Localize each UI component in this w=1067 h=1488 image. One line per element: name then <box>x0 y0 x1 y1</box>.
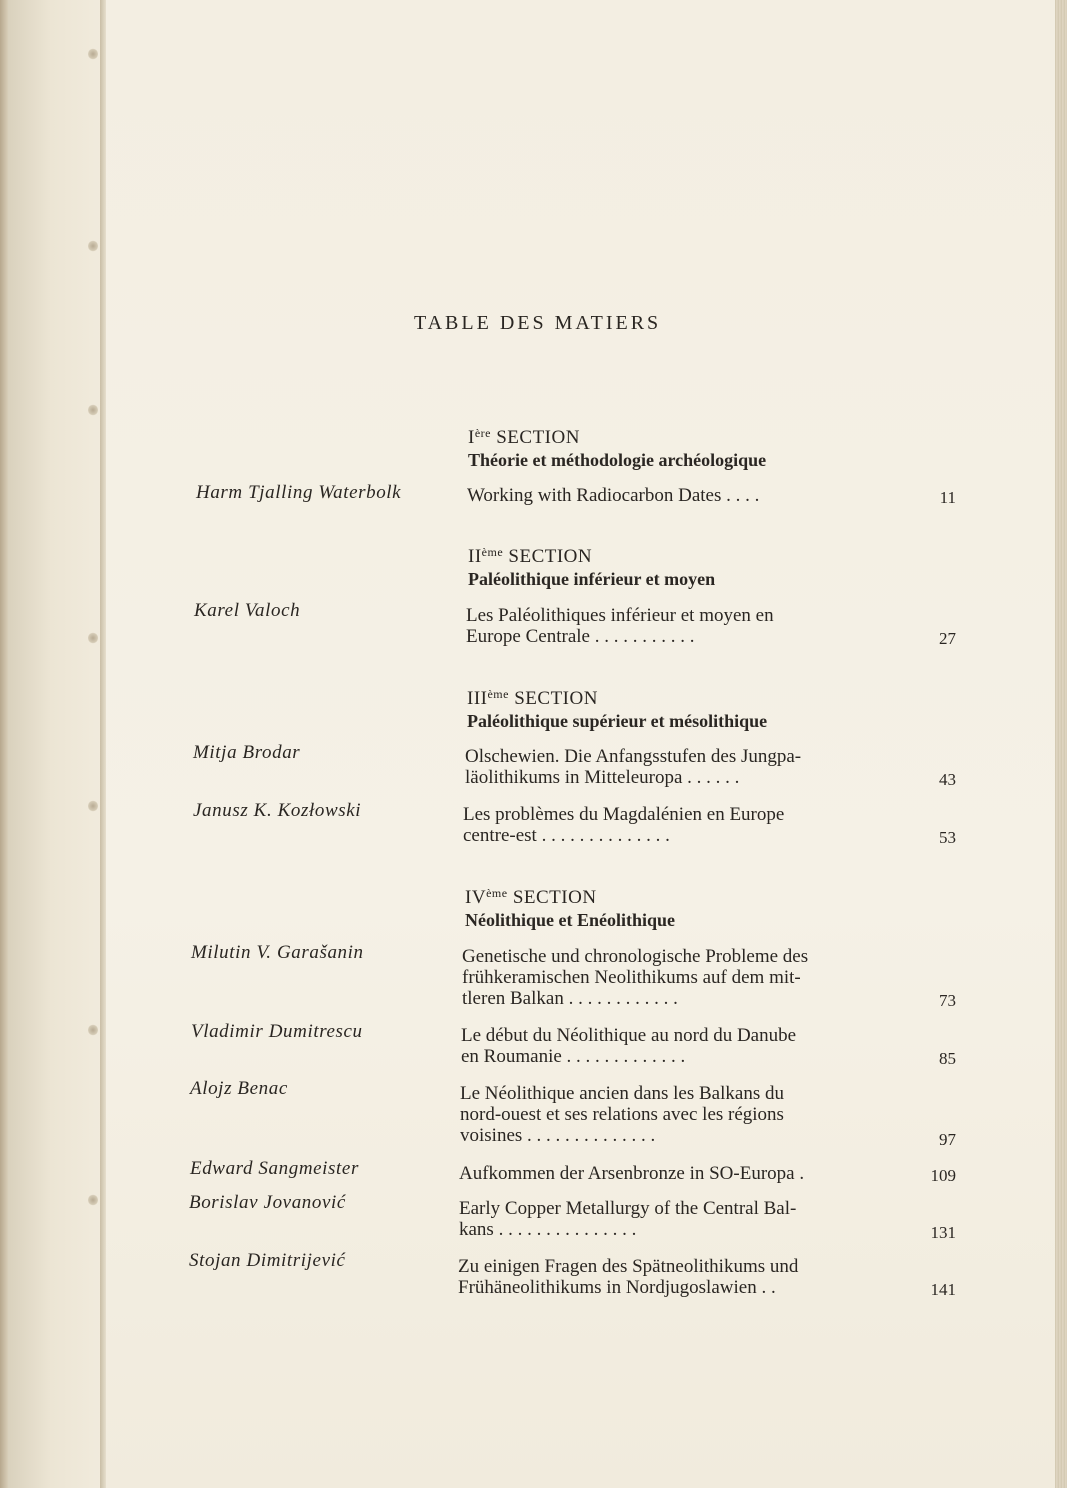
binding-stitch <box>88 1024 98 1036</box>
entry-title: Le début du Néolithique au nord du Danube en Roumanie . . . . . . . . . . . . . <box>461 1025 797 1067</box>
entry-page-number: 27 <box>939 629 956 648</box>
entry-author: Janusz K. Kozłowski <box>193 800 362 821</box>
entry-title: Le Néolithique ancien dans les Balkans du nord-ouest et ses relations avec les régions voisines . . . . . . . . . . . . . . <box>460 1083 784 1146</box>
entry-page-number: 73 <box>939 991 956 1010</box>
section-heading <box>465 886 965 931</box>
entry-author: Edward Sangmeister <box>190 1158 359 1179</box>
entry-author: Borislav Jovanović <box>189 1192 346 1213</box>
section-number: Ière SECTION <box>468 426 580 448</box>
entry-title: Working with Radiocarbon Dates . . . . <box>467 485 760 506</box>
entry-page-number: 109 <box>930 1166 956 1185</box>
entry-title: Zu einigen Fragen des Spätneolithikums und Frühäneolithikums in Nordjugoslawien . . <box>458 1256 799 1298</box>
section-number: IIIème SECTION <box>467 687 598 709</box>
page-stack-edge <box>1055 0 1067 1488</box>
left-page-margin <box>8 0 103 1488</box>
entry-author: Alojz Benac <box>190 1078 288 1099</box>
entry-title: Les problèmes du Magdalénien en Europe centre-est . . . . . . . . . . . . . . <box>463 804 785 846</box>
entry-page-number: 141 <box>930 1280 956 1299</box>
entry-page-number: 43 <box>939 770 956 789</box>
entry-author: Milutin V. Garašanin <box>191 942 364 963</box>
entry-page-number: 85 <box>939 1049 956 1068</box>
entry-page-number: 131 <box>930 1223 956 1242</box>
entry-title: Early Copper Metallurgy of the Central Bal- kans . . . . . . . . . . . . . . . <box>459 1198 797 1240</box>
section-subtitle: Paléolithique inférieur et moyen <box>468 569 716 589</box>
section-number: IIème SECTION <box>468 545 593 567</box>
section-number: IVème SECTION <box>465 886 597 908</box>
entry-author: Stojan Dimitrijević <box>189 1250 346 1271</box>
entry-page-number: 97 <box>939 1130 956 1149</box>
entry-title: Olschewien. Die Anfangsstufen des Jungpa- läolithikums in Mitteleuropa . . . . . . <box>465 746 802 788</box>
entry-page-number: 53 <box>939 828 956 847</box>
page-title: TABLE DES MATIERS <box>414 312 662 334</box>
section-subtitle: Néolithique et Enéolithique <box>465 910 676 930</box>
entry-author: Vladimir Dumitrescu <box>191 1021 363 1042</box>
binding-stitch <box>88 1194 98 1206</box>
entry-author: Karel Valoch <box>194 600 301 621</box>
entry-title: Aufkommen der Arsenbronze in SO-Europa . <box>459 1163 805 1184</box>
entry-title: Les Paléolithiques inférieur et moyen en Europe Centrale . . . . . . . . . . . <box>466 605 774 647</box>
entry-page-number: 11 <box>939 488 956 507</box>
section-subtitle: Théorie et méthodologie archéologique <box>468 450 767 470</box>
entry-title: Genetische und chronologische Probleme des frühkeramischen Neolithikums auf dem mit- tleren Balkan . . . . . . . . . . . . <box>462 946 809 1009</box>
binding-stitch <box>88 48 98 60</box>
binding-stitch <box>88 404 98 416</box>
binding-stitch <box>88 240 98 252</box>
entry-author: Harm Tjalling Waterbolk <box>196 482 402 503</box>
binding-stitch <box>88 800 98 812</box>
book-binding-edge <box>0 0 8 1488</box>
section-heading <box>468 545 968 590</box>
section-heading <box>467 687 967 732</box>
section-heading <box>468 426 968 471</box>
section-subtitle: Paléolithique supérieur et mésolithique <box>467 711 768 731</box>
binding-stitch <box>88 632 98 644</box>
entry-author: Mitja Brodar <box>193 742 301 763</box>
